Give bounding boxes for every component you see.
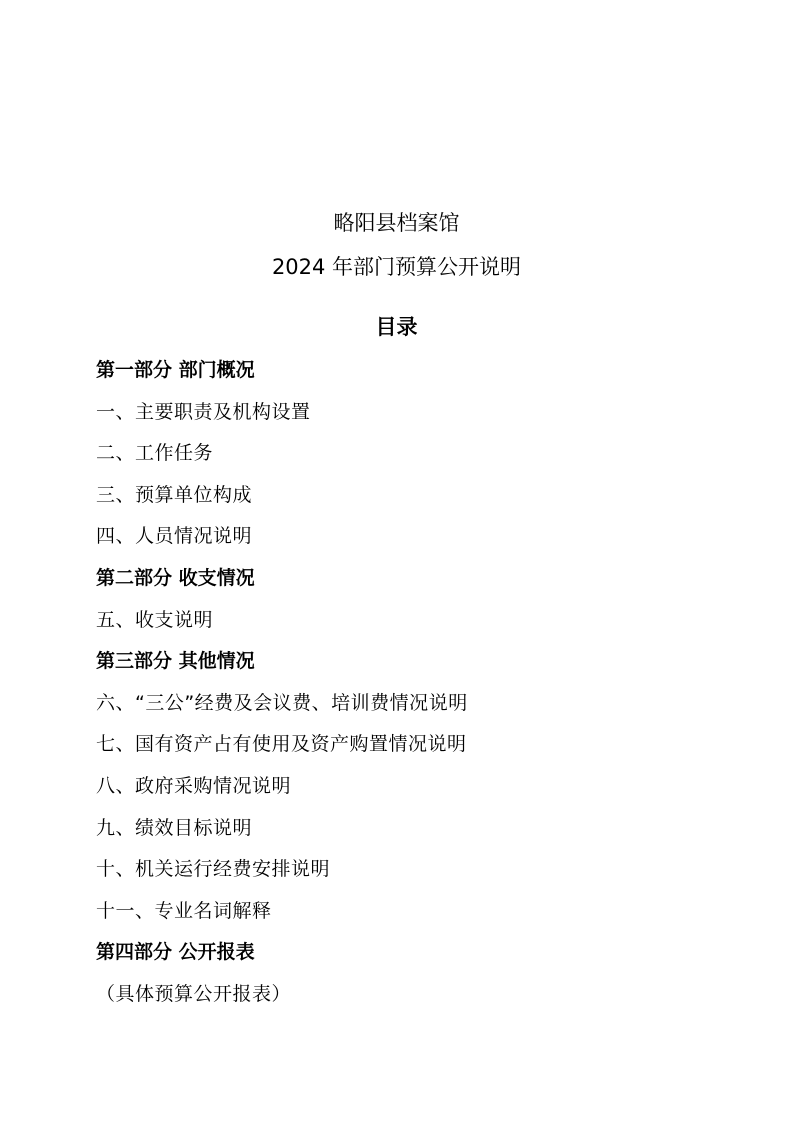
toc-entry: 一、主要职责及机构设置 bbox=[96, 400, 311, 423]
toc-entry: 五、收支说明 bbox=[96, 608, 214, 631]
toc-entry: 七、国有资产占有使用及资产购置情况说明 bbox=[96, 733, 467, 756]
toc-part-heading: 第三部分 其他情况 bbox=[96, 650, 255, 673]
document-title-org: 略阳县档案馆 bbox=[333, 211, 460, 235]
toc-entry: 二、工作任务 bbox=[96, 442, 214, 465]
document-title: 2024 年部门预算公开说明 bbox=[271, 255, 522, 279]
toc-part-heading: 第二部分 收支情况 bbox=[96, 566, 255, 589]
toc-part-heading: 第一部分 部门概况 bbox=[96, 359, 255, 381]
toc-entry: 九、绩效目标说明 bbox=[96, 816, 253, 839]
toc-entry: 四、人员情况说明 bbox=[96, 525, 253, 548]
toc-part-heading: 第四部分 公开报表 bbox=[96, 941, 255, 964]
toc-entry: 八、政府采购情况说明 bbox=[96, 774, 292, 797]
toc-entry: 十一、专业名词解释 bbox=[96, 899, 272, 922]
toc-entry: 十、机关运行经费安排说明 bbox=[96, 858, 331, 881]
table-of-contents bbox=[96, 355, 736, 1021]
toc-note: （具体预算公开报表） bbox=[96, 982, 292, 1005]
toc-heading: 目录 bbox=[375, 315, 418, 339]
toc-entry: 三、预算单位构成 bbox=[96, 483, 253, 506]
toc-entry: 六、“三公”经费及会议费、培训费情况说明 bbox=[96, 691, 468, 714]
